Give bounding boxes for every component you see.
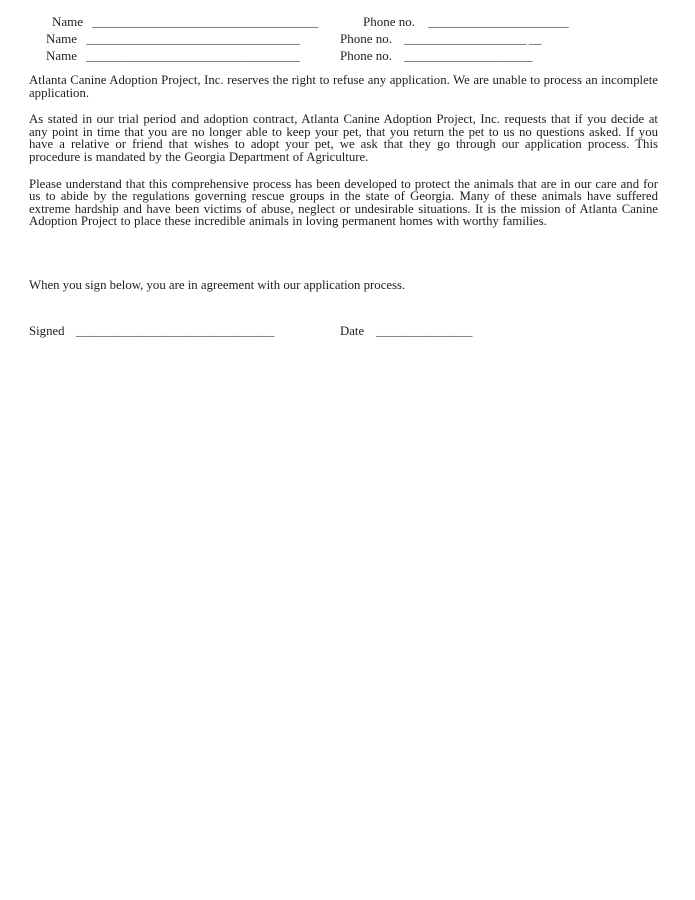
contact-row <box>0 47 695 64</box>
name-fill-line[interactable]: _____________________________________ <box>92 14 318 29</box>
contact-row <box>0 13 695 30</box>
contact-information-block <box>0 13 695 64</box>
closing-statement: When you sign below, you are in agreement with our application process. <box>29 278 406 292</box>
phone-fill-line[interactable]: _______________________ <box>428 14 569 29</box>
phone-fill-line[interactable]: _____________________ <box>404 48 533 63</box>
date-label: Date <box>340 324 365 338</box>
phone-label: Phone no. <box>363 14 415 29</box>
phone-label: Phone no. <box>340 48 392 63</box>
name-label: Name <box>46 48 78 63</box>
phone-label: Phone no. <box>340 31 392 46</box>
paragraph-return-policy: As stated in our trial period and adoption contract, Atlanta Canine Adoption Project, Inc. requests that if you decide at any point in time that you are no longer able to keep your pet, that you return the pet to us no questions asked. If you have a relative or friend that wishes to adopt your pet, we ask that they go through our application process. This procedure is mandated by the Georgia Department of Agriculture. <box>29 112 658 164</box>
signed-label: Signed <box>29 324 65 338</box>
signature-block <box>0 322 695 340</box>
phone-fill-line[interactable]: ____________________ __ <box>404 31 542 46</box>
signature-fill-line[interactable]: _________________________________ <box>76 324 274 338</box>
paragraph-refusal-policy: Atlanta Canine Adoption Project, Inc. reserves the right to refuse any application. We are unable to process an incomplete application. <box>29 73 658 100</box>
contact-row <box>0 30 695 47</box>
name-fill-line[interactable]: ___________________________________ <box>86 48 300 63</box>
paragraph-mission-statement: Please understand that this comprehensive process has been developed to protect the animals that are in our care and for us to abide by the regulations governing rescue groups in the state of Georgia. Many of these animals have suffered extreme hardship and have been victims of abuse, neglect or undesirable situations. It is the mission of Atlanta Canine Adoption Project to place these incredible animals in loving permanent homes with worthy families. <box>29 176 658 229</box>
document-body <box>29 74 658 228</box>
date-fill-line[interactable]: ________________ <box>376 324 472 338</box>
name-label: Name <box>52 14 84 29</box>
name-label: Name <box>46 31 78 46</box>
name-fill-line[interactable]: ___________________________________ <box>86 31 300 46</box>
